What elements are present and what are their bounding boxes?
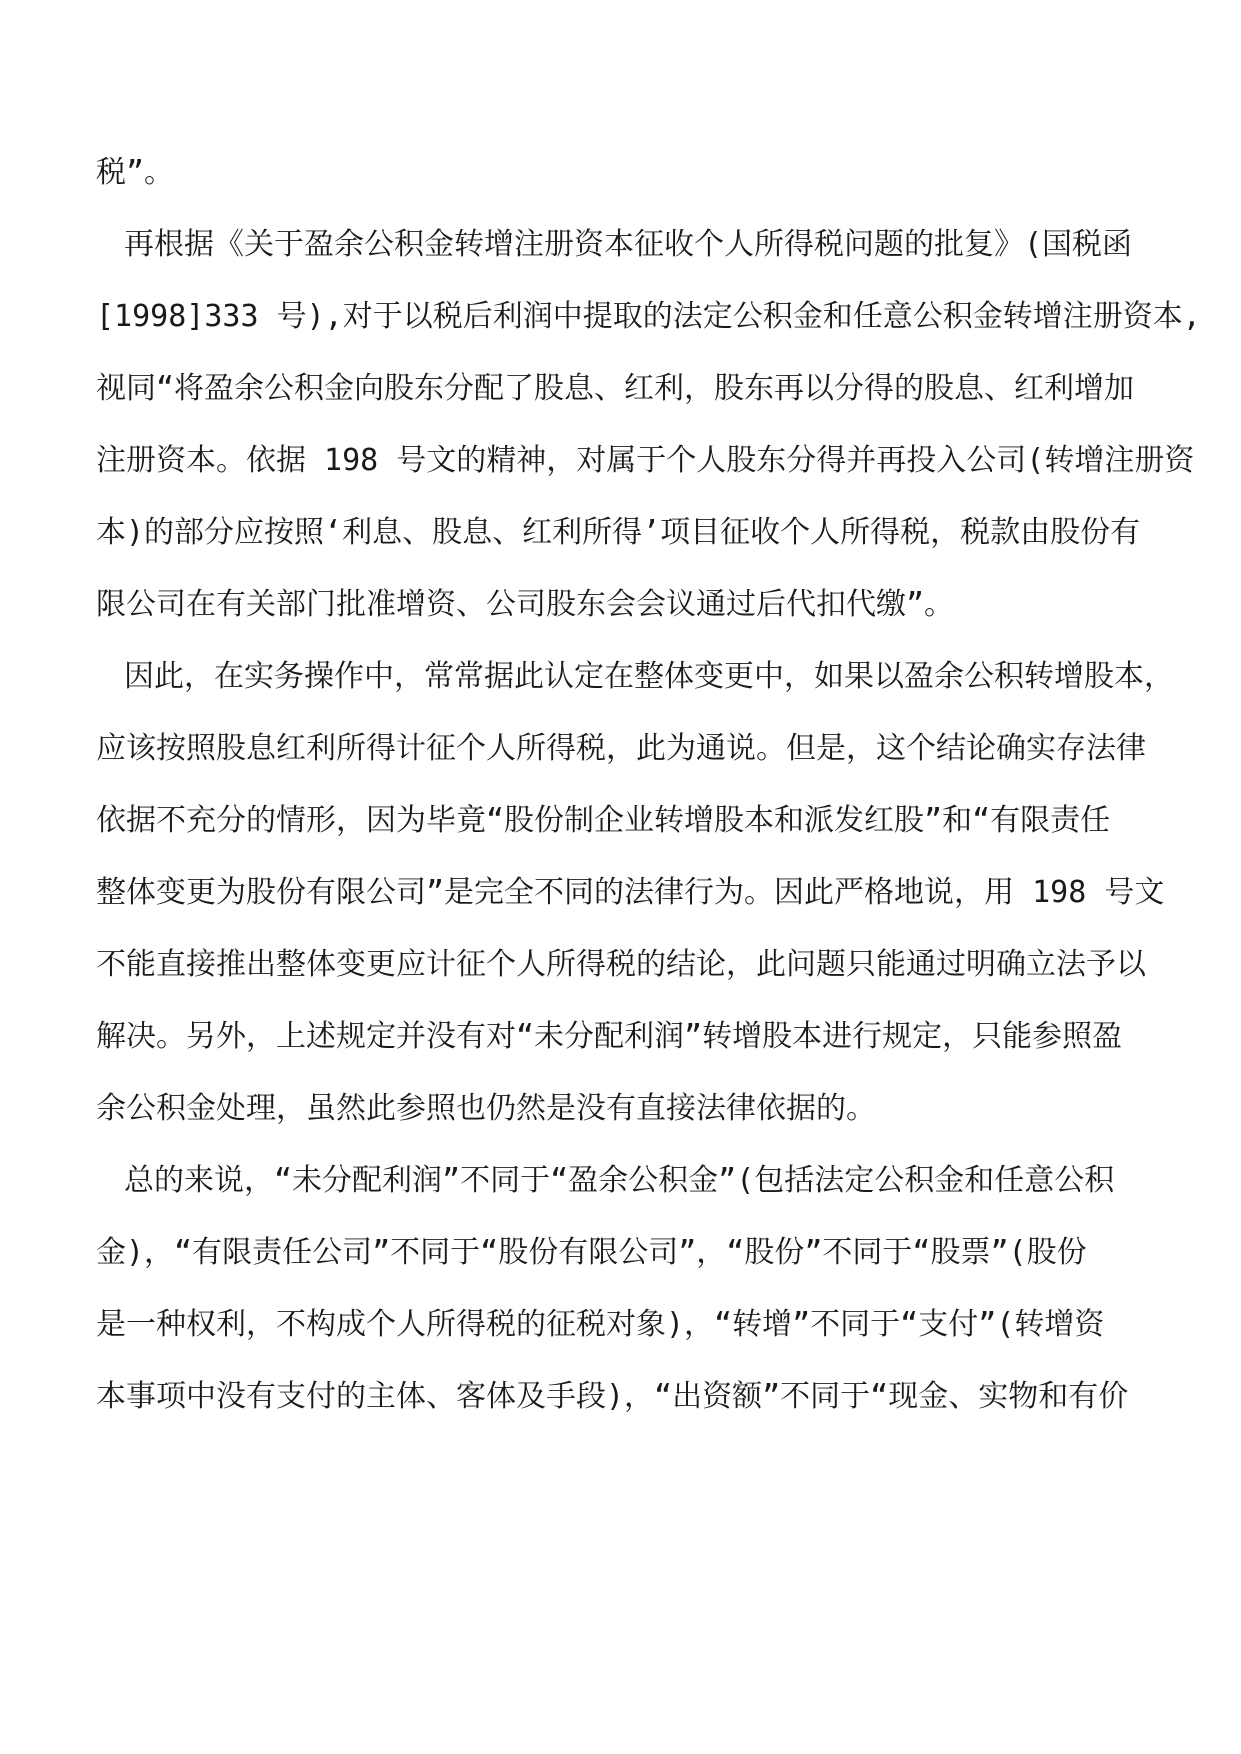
text-line: 因此，在实务操作中，常常据此认定在整体变更中，如果以盈余公积转增股本， — [124, 659, 1174, 694]
text-line: 注册资本。依据 198 号文的精神，对属于个人股东分得并再投入公司(转增注册资 — [96, 443, 1195, 478]
text-line: 不能直接推出整体变更应计征个人所得税的结论，此问题只能通过明确立法予以 — [96, 947, 1146, 982]
text-line: 金)，“有限责任公司”不同于“股份有限公司”，“股份”不同于“股票”(股份 — [96, 1235, 1087, 1270]
text-line: 视同“将盈余公积金向股东分配了股息、红利，股东再以分得的股息、红利增加 — [96, 371, 1135, 406]
text-line: [1998]333 号),对于以税后利润中提取的法定公积金和任意公积金转增注册资本, — [96, 299, 1201, 334]
text-line: 限公司在有关部门批准增资、公司股东会会议通过后代扣代缴”。 — [96, 587, 955, 622]
text-line: 余公积金处理，虽然此参照也仍然是没有直接法律依据的。 — [96, 1091, 876, 1126]
text-line: 应该按照股息红利所得计征个人所得税，此为通说。但是，这个结论确实存法律 — [96, 731, 1146, 766]
text-line: 本)的部分应按照‘利息、股息、红利所得’项目征收个人所得税，税款由股份有 — [96, 515, 1141, 550]
text-line: 税”。 — [96, 155, 175, 190]
text-line: 是一种权利，不构成个人所得税的征税对象)，“转增”不同于“支付”(转增资 — [96, 1307, 1105, 1342]
text-line: 本事项中没有支付的主体、客体及手段)，“出资额”不同于“现金、实物和有价 — [96, 1379, 1129, 1414]
text-line: 解决。另外，上述规定并没有对“未分配利润”转增股本进行规定，只能参照盈 — [96, 1019, 1123, 1054]
text-line: 再根据《关于盈余公积金转增注册资本征收个人所得税问题的批复》(国税函 — [124, 227, 1133, 262]
text-line: 依据不充分的情形，因为毕竟“股份制企业转增股本和派发红股”和“有限责任 — [96, 803, 1111, 838]
text-line: 整体变更为股份有限公司”是完全不同的法律行为。因此严格地说，用 198 号文 — [96, 875, 1165, 910]
text-line: 总的来说，“未分配利润”不同于“盈余公积金”(包括法定公积金和任意公积 — [124, 1163, 1115, 1198]
